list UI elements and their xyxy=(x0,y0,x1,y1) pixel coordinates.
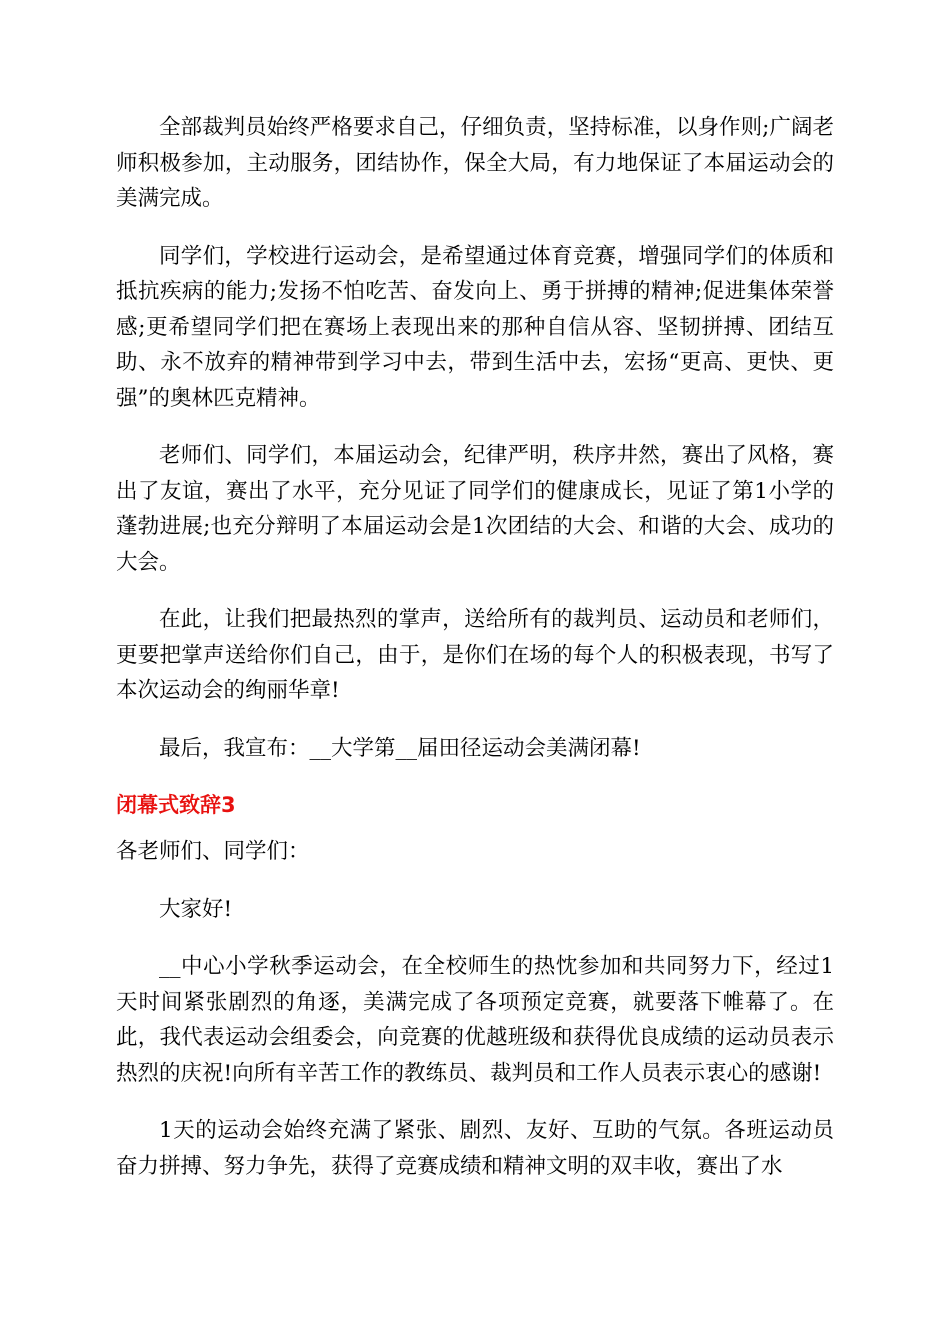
paragraph-atmosphere: 1天的运动会始终充满了紧张、剧烈、友好、互助的气氛。各班运动员奋力拼搏、努力争先，获得了竞赛成绩和精神文明的双丰收，赛出了水 xyxy=(116,1118,834,1179)
paragraph-greeting: 大家好! xyxy=(159,896,233,922)
paragraph-teachers-students: 老师们、同学们，本届运动会，纪律严明，秩序井然，赛出了风格，赛出了友谊，赛出了水平，充分见证了同学们的健康成长，见证了第1小学的蓬勃进展;也充分辩明了本届运动会是1次团结的大会、和谐的大会、成功的大会。 xyxy=(116,443,834,575)
salutation: 各老师们、同学们： xyxy=(116,839,310,864)
paragraph-closing-announcement: 最后，我宣布：__大学第__届田径运动会美满闭幕! xyxy=(159,735,641,761)
paragraph-applause: 在此，让我们把最热烈的掌声，送给所有的裁判员、运动员和老师们，更要把掌声送给你们自己，由于，是你们在场的每个人的积极表现，书写了本次运动会的绚丽华章! xyxy=(116,607,834,703)
document-page xyxy=(116,110,834,1206)
paragraph-referees: 全部裁判员始终严格要求自己，仔细负责，坚持标准，以身作则;广阔老师积极参加，主动服务，团结协作，保全大局，有力地保证了本届运动会的美满完成。 xyxy=(116,115,834,211)
section-heading: 闭幕式致辞3 xyxy=(116,793,236,817)
paragraph-students-purpose: 同学们，学校进行运动会，是希望通过体育竞赛，增强同学们的体质和抵抗疾病的能力;发扬不怕吃苦、奋发向上、勇于拼搏的精神;促进集体荣誉感;更希望同学们把在赛场上表现出来的那种自信从容、坚韧拼搏、团结互助、永不放弃的精神带到学习中去，带到生活中去，宏扬“更高、更快、更强”的奥林匹克精神。 xyxy=(116,243,834,411)
paragraph-school-games: __中心小学秋季运动会，在全校师生的热忱参加和共同努力下，经过1天时间紧张剧烈的角逐，美满完成了各项预定竞赛，就要落下帷幕了。在此，我代表运动会组委会，向竞赛的优越班级和获得优良成绩的运动员表示热烈的庆祝!向所有辛苦工作的教练员、裁判员和工作人员表示衷心的感谢! xyxy=(116,954,834,1086)
